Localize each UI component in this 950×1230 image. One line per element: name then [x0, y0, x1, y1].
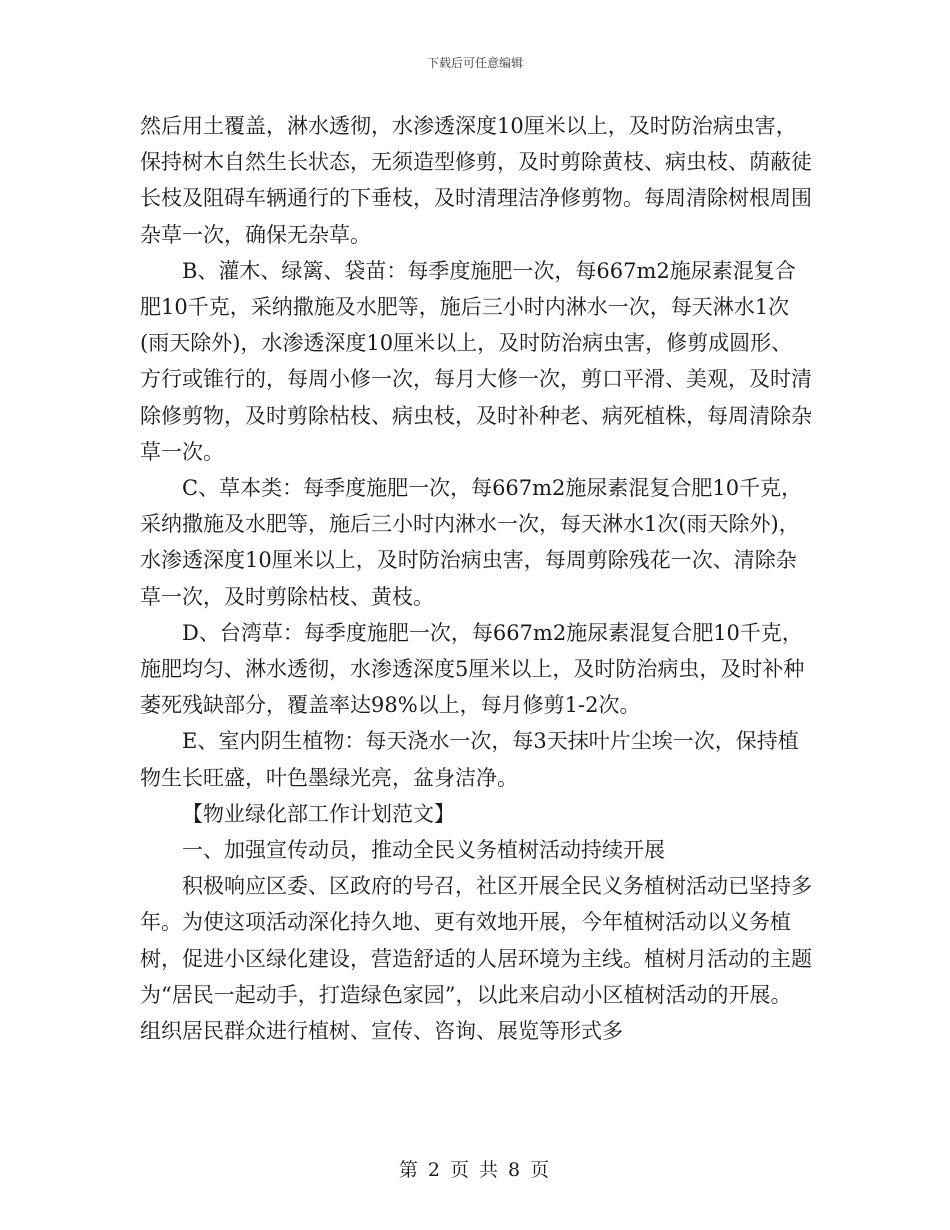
paragraph-tree-planting: 积极响应区委、区政府的号召，社区开展全民义务植树活动已坚持多年。为使这项活动深化持久地、更有效地开展，今年植树活动以义务植树，促进小区绿化建设，营造舒适的人居环境为主线。植树月活动的主题为“居民一起动手，打造绿色家园”，以此来启动小区植树活动的开展。组织居民群众进行植树、宣传、咨询、展览等形式多	[140, 874, 812, 1044]
paragraph-shrubs: B、灌木、绿篱、袋苗：每季度施肥一次，每667m2施尿素混复合肥10千克，采纳撒施及水肥等，施后三小时内淋水一次，每天淋水1次(雨天除外)，水渗透深度10厘米以上，及时防治病虫害，修剪成圆形、方行或锥行的，每周小修一次，每月大修一次，剪口平滑、美观，及时清除修剪物，及时剪除枯枝、病虫枝，及时补种老、病死植株，每周清除杂草一次。	[140, 258, 812, 464]
paragraph-indoor-plants: E、室内阴生植物：每天浇水一次，每3天抹叶片尘埃一次，保持植物生长旺盛，叶色墨绿光亮，盆身洁净。	[140, 729, 799, 790]
paragraph-tree-care-continued: 然后用土覆盖，淋水透彻，水渗透深度10厘米以上，及时防治病虫害，保持树木自然生长状态，无须造型修剪，及时剪除黄枝、病虫枝、荫蔽徒长枝及阻碍车辆通行的下垂枝，及时清理洁净修剪物。每周清除树根周围杂草一次，确保无杂草。	[140, 114, 812, 247]
paragraph-taiwan-grass: D、台湾草：每季度施肥一次，每667m2施尿素混复合肥10千克，施肥均匀、淋水透彻，水渗透深度5厘米以上，及时防治病虫，及时补种萎死残缺部分，覆盖率达98%以上，每月修剪1-2次。	[140, 620, 805, 718]
section-title: 【物业绿化部工作计划范文】	[182, 801, 455, 826]
page-header: 下载后可任意编辑	[426, 56, 523, 70]
document-body	[140, 108, 812, 1049]
paragraph-herbaceous: C、草本类：每季度施肥一次，每667m2施尿素混复合肥10千克，采纳撒施及水肥等，施后三小时内淋水一次，每天淋水1次(雨天除外)，水渗透深度10厘米以上，及时防治病虫害，每周剪除残花一次、清除杂草一次，及时剪除枯枝、黄枝。	[140, 476, 803, 609]
section-heading-one: 一、加强宣传动员，推动全民义务植树活动持续开展	[182, 838, 665, 863]
page-footer: 第 2 页 共 8 页	[398, 1159, 552, 1181]
